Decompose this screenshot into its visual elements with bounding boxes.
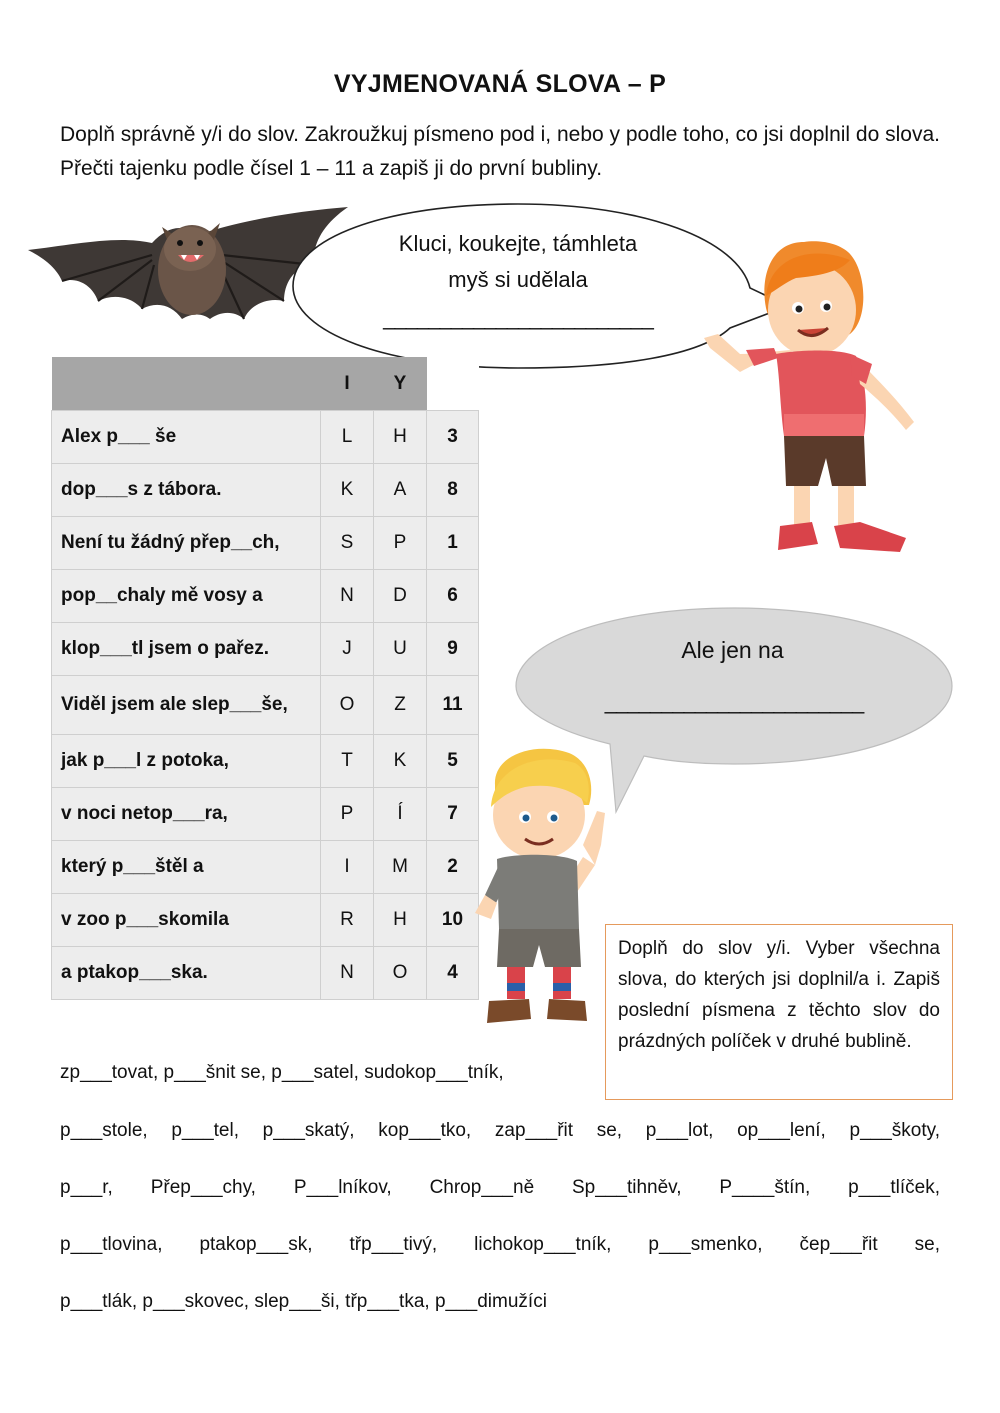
page-title: VYJMENOVANÁ SLOVA – P — [333, 70, 667, 98]
header-blank — [427, 357, 479, 411]
row-letter-i[interactable]: R — [321, 894, 374, 947]
row-letter-y[interactable]: H — [374, 411, 427, 464]
row-sentence: klop___tl jsem o pařez. — [52, 623, 321, 676]
row-letter-i[interactable]: N — [321, 570, 374, 623]
bubble-1-line-1: Kluci, koukejte, támhleta — [398, 231, 638, 256]
row-sentence: pop__chaly mě vosy a — [52, 570, 321, 623]
row-number: 6 — [427, 570, 479, 623]
row-number: 10 — [427, 894, 479, 947]
table-row — [52, 735, 479, 788]
table-row — [52, 841, 479, 894]
header-col-i: I — [321, 357, 374, 411]
header-col-y: Y — [374, 357, 427, 411]
instructions-text: Doplň správně y/i do slov. Zakroužkuj písmeno pod i, nebo y podle toho, co jsi doplnil do slova. Přečti tajenku podle čísel 1 – 11 a zapiš ji do první bubliny. — [60, 123, 940, 180]
row-sentence: a ptakop___ska. — [52, 947, 321, 1000]
row-letter-i[interactable]: N — [321, 947, 374, 1000]
row-letter-i[interactable]: S — [321, 517, 374, 570]
row-number: 7 — [427, 788, 479, 841]
row-sentence: který p___štěl a — [52, 841, 321, 894]
row-letter-y[interactable]: D — [374, 570, 427, 623]
row-letter-i[interactable]: T — [321, 735, 374, 788]
table-row — [52, 411, 479, 464]
table-row — [52, 517, 479, 570]
bubble-1-line-2: myš si udělala — [448, 267, 588, 292]
word-line-3: p___r, Přep___chy, P___lníkov, Chrop___ně Sp___tihněv, P____štín, p___tlíček, — [60, 1177, 940, 1198]
row-letter-i[interactable]: J — [321, 623, 374, 676]
row-sentence: v noci netop___ra, — [52, 788, 321, 841]
row-number: 1 — [427, 517, 479, 570]
row-number: 11 — [427, 676, 479, 735]
row-sentence: Viděl jsem ale slep___še, — [52, 676, 321, 735]
word-line-4: p___tlovina, ptakop___sk, třp___tivý, lichokop___tník, p___smenko, čep___řit se, — [60, 1234, 940, 1255]
table-row — [52, 894, 479, 947]
row-letter-i[interactable]: K — [321, 464, 374, 517]
table-row — [52, 623, 479, 676]
row-number: 9 — [427, 623, 479, 676]
row-letter-y[interactable]: H — [374, 894, 427, 947]
bubble-1-text — [318, 226, 718, 298]
header-empty-cell — [52, 357, 321, 411]
row-number: 4 — [427, 947, 479, 1000]
word-line-1: zp___tovat, p___šnit se, p___satel, sudokop___tník, — [60, 1062, 504, 1083]
bubble-2-answer-blank[interactable]: _______________________ — [604, 690, 864, 714]
table-row — [52, 788, 479, 841]
row-letter-i[interactable]: L — [321, 411, 374, 464]
row-letter-y[interactable]: Z — [374, 676, 427, 735]
row-number: 5 — [427, 735, 479, 788]
word-line-2: p___stole, p___tel, p___skatý, kop___tko, zap___řit se, p___lot, op___lení, p___škoty, — [60, 1120, 940, 1141]
row-letter-y[interactable]: U — [374, 623, 427, 676]
row-number: 2 — [427, 841, 479, 894]
table-row — [52, 676, 479, 735]
quiz-table — [51, 357, 479, 1000]
row-number: 8 — [427, 464, 479, 517]
bubble-2-text: Ale jen na — [681, 637, 784, 663]
table-row — [52, 947, 479, 1000]
row-sentence: Není tu žádný přep__ch, — [52, 517, 321, 570]
row-letter-y[interactable]: A — [374, 464, 427, 517]
table-header-row — [52, 357, 479, 411]
row-sentence: dop___s z tábora. — [52, 464, 321, 517]
word-line-5: p___tlák, p___skovec, slep___ši, třp___tka, p___dimužíci — [60, 1291, 547, 1312]
row-letter-y[interactable]: O — [374, 947, 427, 1000]
row-sentence: Alex p___ še — [52, 411, 321, 464]
instruction-note-box: Doplň do slov y/i. Vyber všechna slova, do kterých jsi doplnil/a i. Zapiš poslední písmena z těchto slov do prázdných políček v druhé bublině. — [605, 924, 953, 1100]
row-letter-i[interactable]: I — [321, 841, 374, 894]
table-row — [52, 464, 479, 517]
row-letter-y[interactable]: M — [374, 841, 427, 894]
bubble-1-answer-blank[interactable]: ________________________ — [383, 306, 653, 330]
pointing-boy-illustration — [700, 238, 945, 578]
row-sentence: v zoo p___skomila — [52, 894, 321, 947]
row-number: 3 — [427, 411, 479, 464]
table-row — [52, 570, 479, 623]
row-letter-i[interactable]: O — [321, 676, 374, 735]
row-letter-y[interactable]: K — [374, 735, 427, 788]
row-letter-y[interactable]: Í — [374, 788, 427, 841]
row-letter-i[interactable]: P — [321, 788, 374, 841]
row-sentence: jak p___l z potoka, — [52, 735, 321, 788]
row-letter-y[interactable]: P — [374, 517, 427, 570]
